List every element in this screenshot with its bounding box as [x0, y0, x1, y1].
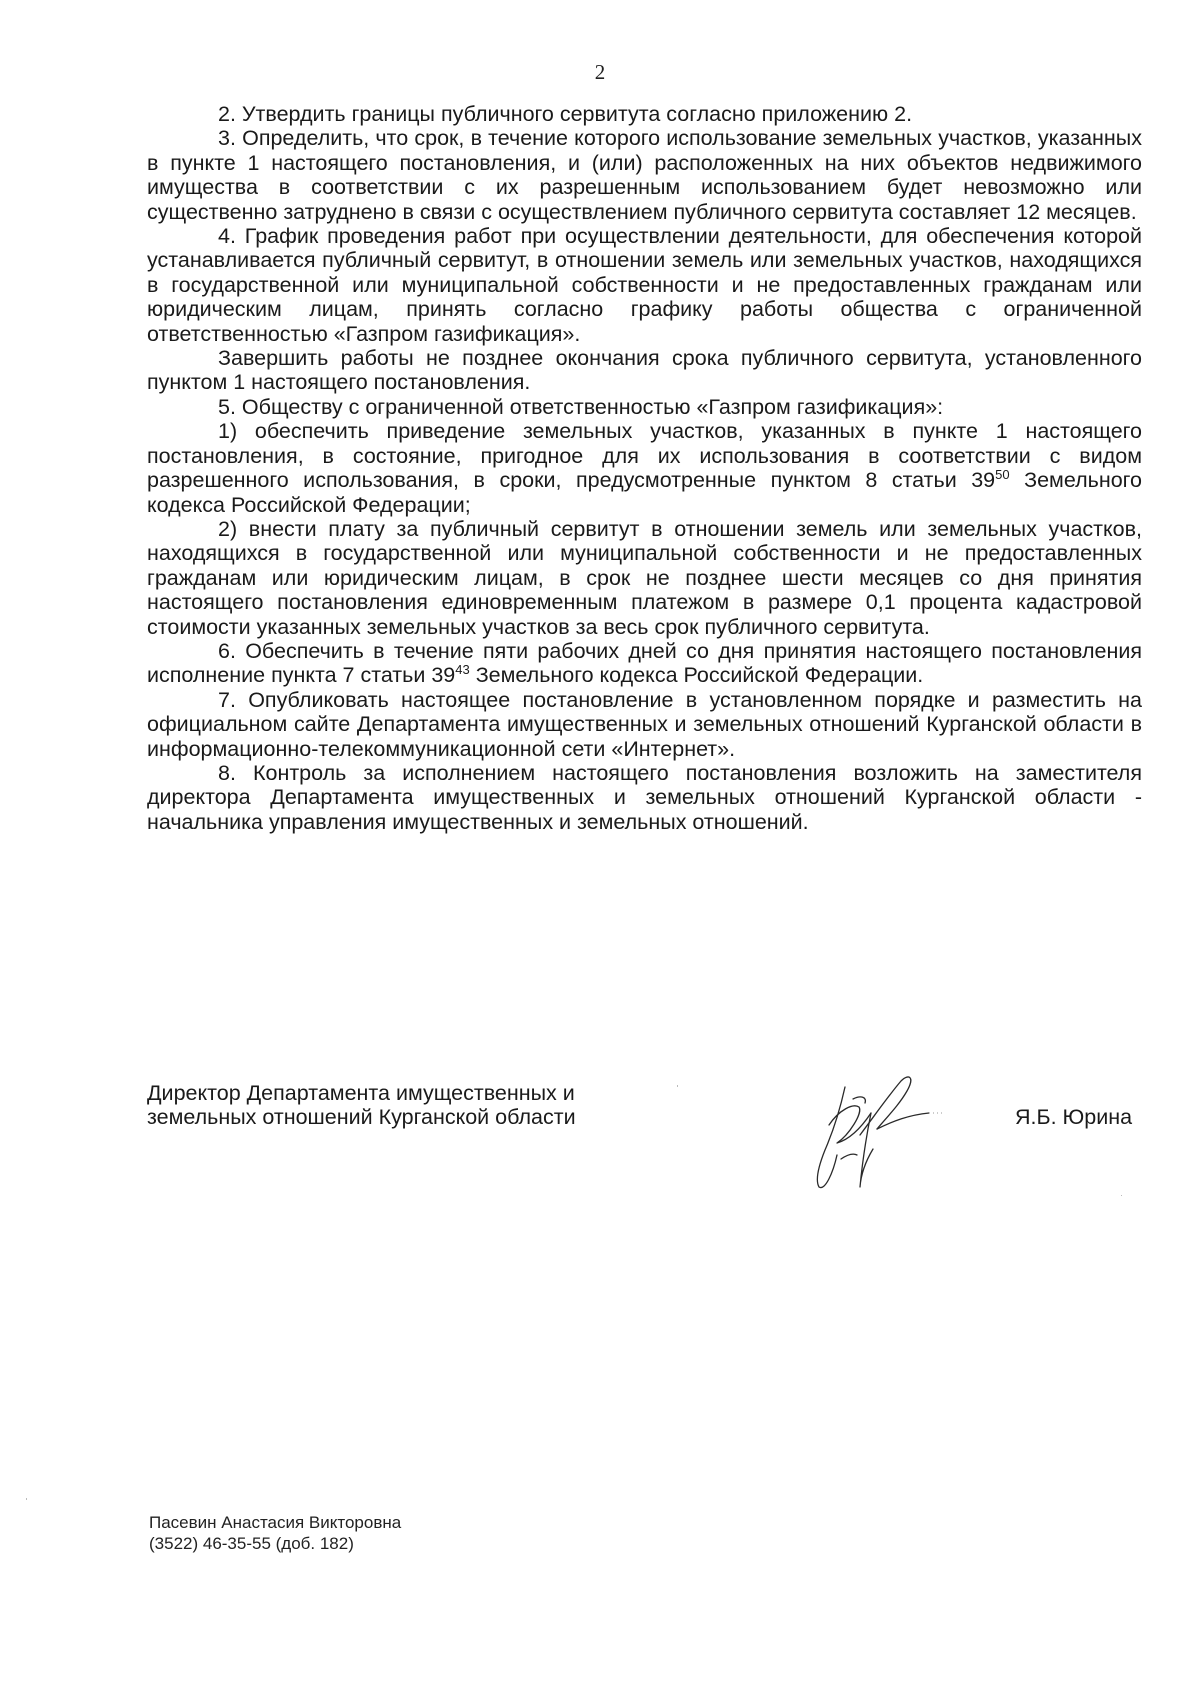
paragraph-4: 4. График проведения работ при осуществлении деятельности, для обеспечения которой устанавливается публичный сервитут, в отношении земель или земельных участков, находящихся в государственной или муниципальной собственности и не предоставленных гражданам или юридическим лицам, принять согласно графику работы общества с ограниченной ответственностью «Газпром газификация».	[147, 224, 1142, 346]
scan-speck	[26, 1498, 27, 1500]
paragraph-5: 5. Обществу с ограниченной ответственностью «Газпром газификация»:	[218, 394, 944, 419]
article-superscript-43: 43	[455, 662, 470, 678]
paragraph-5-item-1-text: 1) обеспечить приведение земельных участков, указанных в пункте 1 настоящего постановления, в состояние, пригодное для их использования в соответствии с видом разрешенного использования, в сроки, предусмотренные пунктом 8 статьи 39	[147, 419, 1142, 493]
paragraph-5-item-2: 2) внести плату за публичный сервитут в отношении земель или земельных участков, находящихся в государственной или муниципальной собственности и не предоставленных гражданам или юридическим лицам, в срок не позднее шести месяцев со дня принятия настоящего постановления единовременным платежом в размере 0,1 процента кадастровой стоимости указанных земельных участков за весь срок публичного сервитута.	[147, 516, 1142, 639]
contact-name: Пасевин Анастасия Викторовна	[149, 1513, 402, 1532]
signer-title-line-1: Директор Департамента имущественных и	[147, 1081, 575, 1105]
signer-title-line-2: земельных отношений Курганской области	[147, 1105, 576, 1130]
contact-phone: (3522) 46-35-55 (доб. 182)	[149, 1534, 354, 1553]
paragraph-6-text: 6. Обеспечить в течение пяти рабочих дней со дня принятия настоящего постановления исполнение пункта 7 статьи 39	[147, 638, 1142, 688]
paragraph-8: 8. Контроль за исполнением настоящего постановления возложить на заместителя директора Департамента имущественных и земельных отношений Курганской области - начальника управления имущественных и земельных отношений.	[147, 760, 1142, 834]
contact-info	[149, 1512, 401, 1554]
document-body	[147, 102, 1142, 834]
paragraph-4-completion: Завершить работы не позднее окончания срока публичного сервитута, установленного пунктом 1 настоящего постановления.	[147, 346, 1142, 395]
scan-speck	[1121, 1195, 1122, 1196]
handwritten-signature	[805, 1055, 975, 1195]
signer-title	[147, 1081, 576, 1130]
paragraph-6	[147, 639, 1142, 688]
paragraph-5-item-1-tail: Земельного кодекса Российской Федерации;	[147, 468, 1142, 517]
signer-name: Я.Б. Юрина	[1015, 1105, 1133, 1129]
paragraph-6-tail: Земельного кодекса Российской Федерации.	[469, 663, 924, 688]
paragraph-5-item-1	[147, 419, 1142, 517]
paragraph-3: 3. Определить, что срок, в течение которого использование земельных участков, указанных в пункте 1 настоящего постановления, и (или) расположенных на них объектов недвижимого имущества в соответствии с их разрешенным использованием будет невозможно или существенно затруднено в связи с осуществлением публичного сервитута составляет 12 месяцев.	[147, 126, 1142, 224]
page-number: 2	[594, 60, 606, 84]
scan-speck	[677, 1085, 678, 1087]
article-superscript-50: 50	[995, 467, 1010, 483]
paragraph-2: 2. Утвердить границы публичного сервитута согласно приложению 2.	[218, 102, 913, 126]
paragraph-7: 7. Опубликовать настоящее постановление в установленном порядке и разместить на официальном сайте Департамента имущественных и земельных отношений Курганской области в информационно-телекоммуникационной сети «Интернет».	[147, 687, 1142, 761]
